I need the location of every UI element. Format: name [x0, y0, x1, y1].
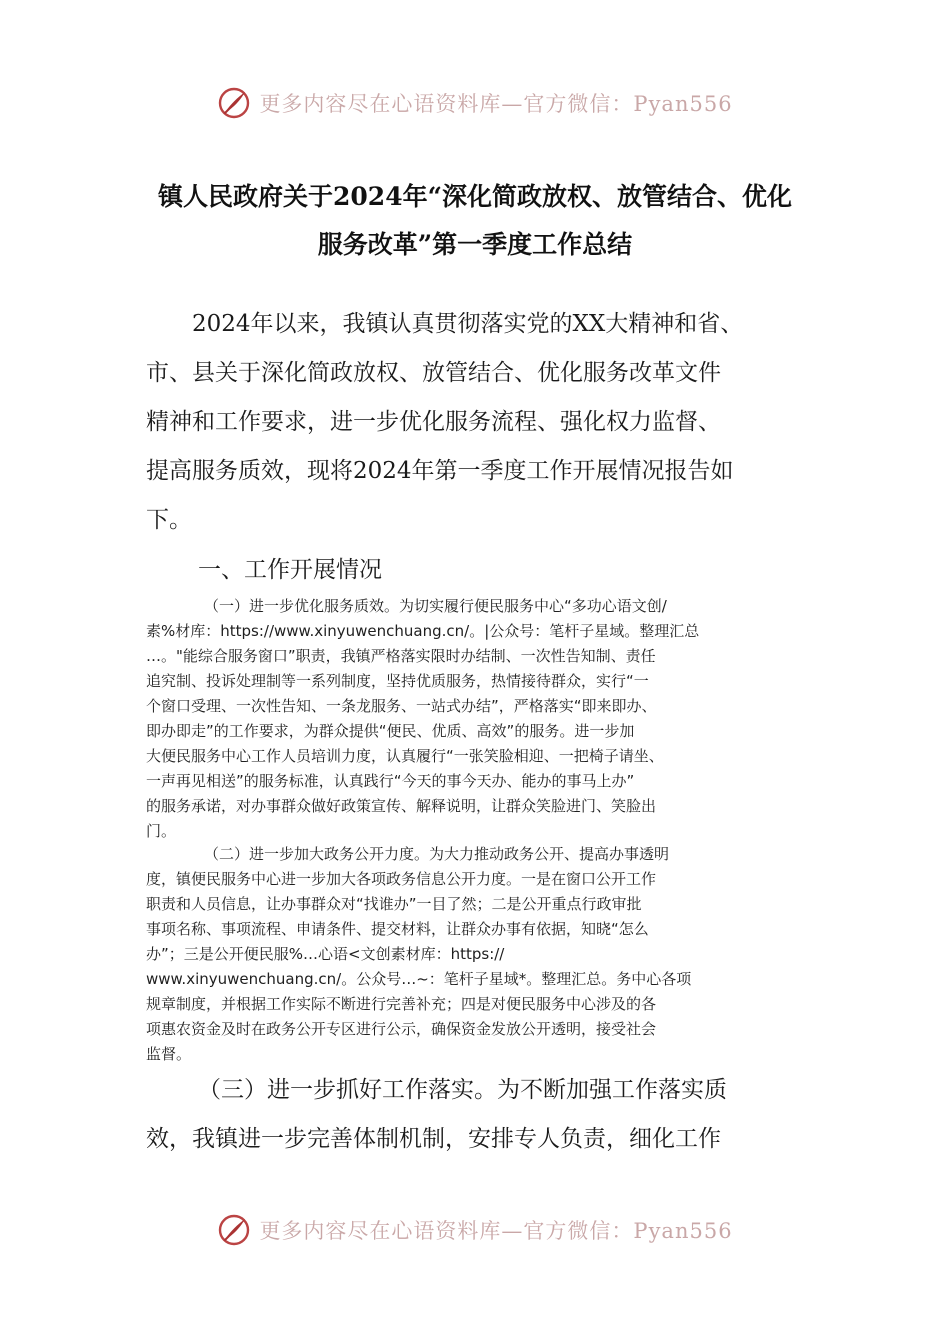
text-line: 度，镇便民服务中心进一步加大各项政务信息公开力度。一是在窗口公开工作 — [146, 870, 657, 888]
text-line: 办”；三是公开便民服%…心语<文创素材库：https:// — [146, 945, 505, 963]
text-line: 提高服务质效，现将2024年第一季度工作开展情况报告如 — [146, 458, 734, 484]
text-line: 的服务承诺，对办事群众做好政策宣传、解释说明，让群众笑脸进门、笑脸出 — [146, 797, 657, 815]
text-line: （三）进一步抓好工作落实。为不断加强工作落实质 — [198, 1077, 727, 1103]
text-line: 个窗口受理、一次性告知、一条龙服务、一站式办结”，严格落实“即来即办、 — [146, 697, 657, 715]
text-line: …。"能综合服务窗口”职责，我镇严格落实限时办结制、一次性告知制、责任 — [146, 647, 656, 665]
text-line: 监督。 — [146, 1045, 192, 1063]
text-line: 追究制、投诉处理制等一系列制度，坚持优质服务，热情接待群众，实行“一 — [146, 672, 649, 690]
feather-pen-icon — [217, 1213, 251, 1247]
text-line: （二）进一步加大政务公开力度。为大力推动政务公开、提高办事透明 — [204, 845, 670, 863]
section-heading: 一、工作开展情况 — [198, 557, 382, 583]
paragraph-work-implementation — [146, 1066, 816, 1164]
text-line: 一声再见相送”的服务标准，认真践行“今天的事今天办、能办的事马上办” — [146, 772, 635, 790]
text-line: 即办即走”的工作要求，为群众提供“便民、优质、高效”的服务。进一步加 — [146, 722, 635, 740]
document-title-line-1: 镇人民政府关于2024年“深化简政放权、放管结合、优化 — [158, 182, 792, 211]
intro-paragraph — [146, 300, 816, 545]
document-title-line-2: 服务改革”第一季度工作总结 — [317, 230, 633, 259]
text-line: 效，我镇进一步完善体制机制，安排专人负责，细化工作 — [146, 1126, 721, 1152]
text-line: 2024年以来，我镇认真贯彻落实党的XX大精神和省、 — [192, 311, 744, 337]
text-line: 门。 — [146, 822, 177, 840]
text-line: 规章制度，并根据工作实际不断进行完善补充；四是对便民服务中心涉及的各 — [146, 995, 657, 1013]
paragraph-government-affairs — [146, 842, 816, 1067]
text-line: 大便民服务中心工作人员培训力度，认真履行“一张笑脸相迎、一把椅子请坐、 — [146, 747, 664, 765]
paragraph-service-quality — [146, 594, 816, 844]
text-line: 项惠农资金及时在政务公开专区进行公示，确保资金发放公开透明，接受社会 — [146, 1020, 657, 1038]
watermark-text: 更多内容尽在心语资料库—官方微信：Pyan556 — [259, 1219, 733, 1243]
text-line: 职责和人员信息，让办事群众对“找谁办”一目了然；二是公开重点行政审批 — [146, 895, 642, 913]
text-line: 下。 — [146, 507, 192, 533]
text-line: 精神和工作要求，进一步优化服务流程、强化权力监督、 — [146, 409, 721, 435]
feather-pen-icon — [217, 86, 251, 120]
text-line: 市、县关于深化简政放权、放管结合、优化服务改革文件 — [146, 360, 721, 386]
text-line: 素%材库：https://www.xinyuwenchuang.cn/。|公众号：笔杆子星域。整理汇总 — [146, 622, 700, 640]
watermark-text: 更多内容尽在心语资料库—官方微信：Pyan556 — [259, 92, 733, 116]
text-line: www.xinyuwenchuang.cn/。公众号…~：笔杆子星域*。整理汇总。务中心各项 — [146, 970, 692, 988]
footer-watermark — [0, 1210, 950, 1250]
header-watermark — [0, 83, 950, 123]
text-line: （一）进一步优化服务质效。为切实履行便民服务中心“多功心语文创/ — [204, 597, 667, 615]
text-line: 事项名称、事项流程、申请条件、提交材料，让群众办事有依据，知晓“怎么 — [146, 920, 649, 938]
